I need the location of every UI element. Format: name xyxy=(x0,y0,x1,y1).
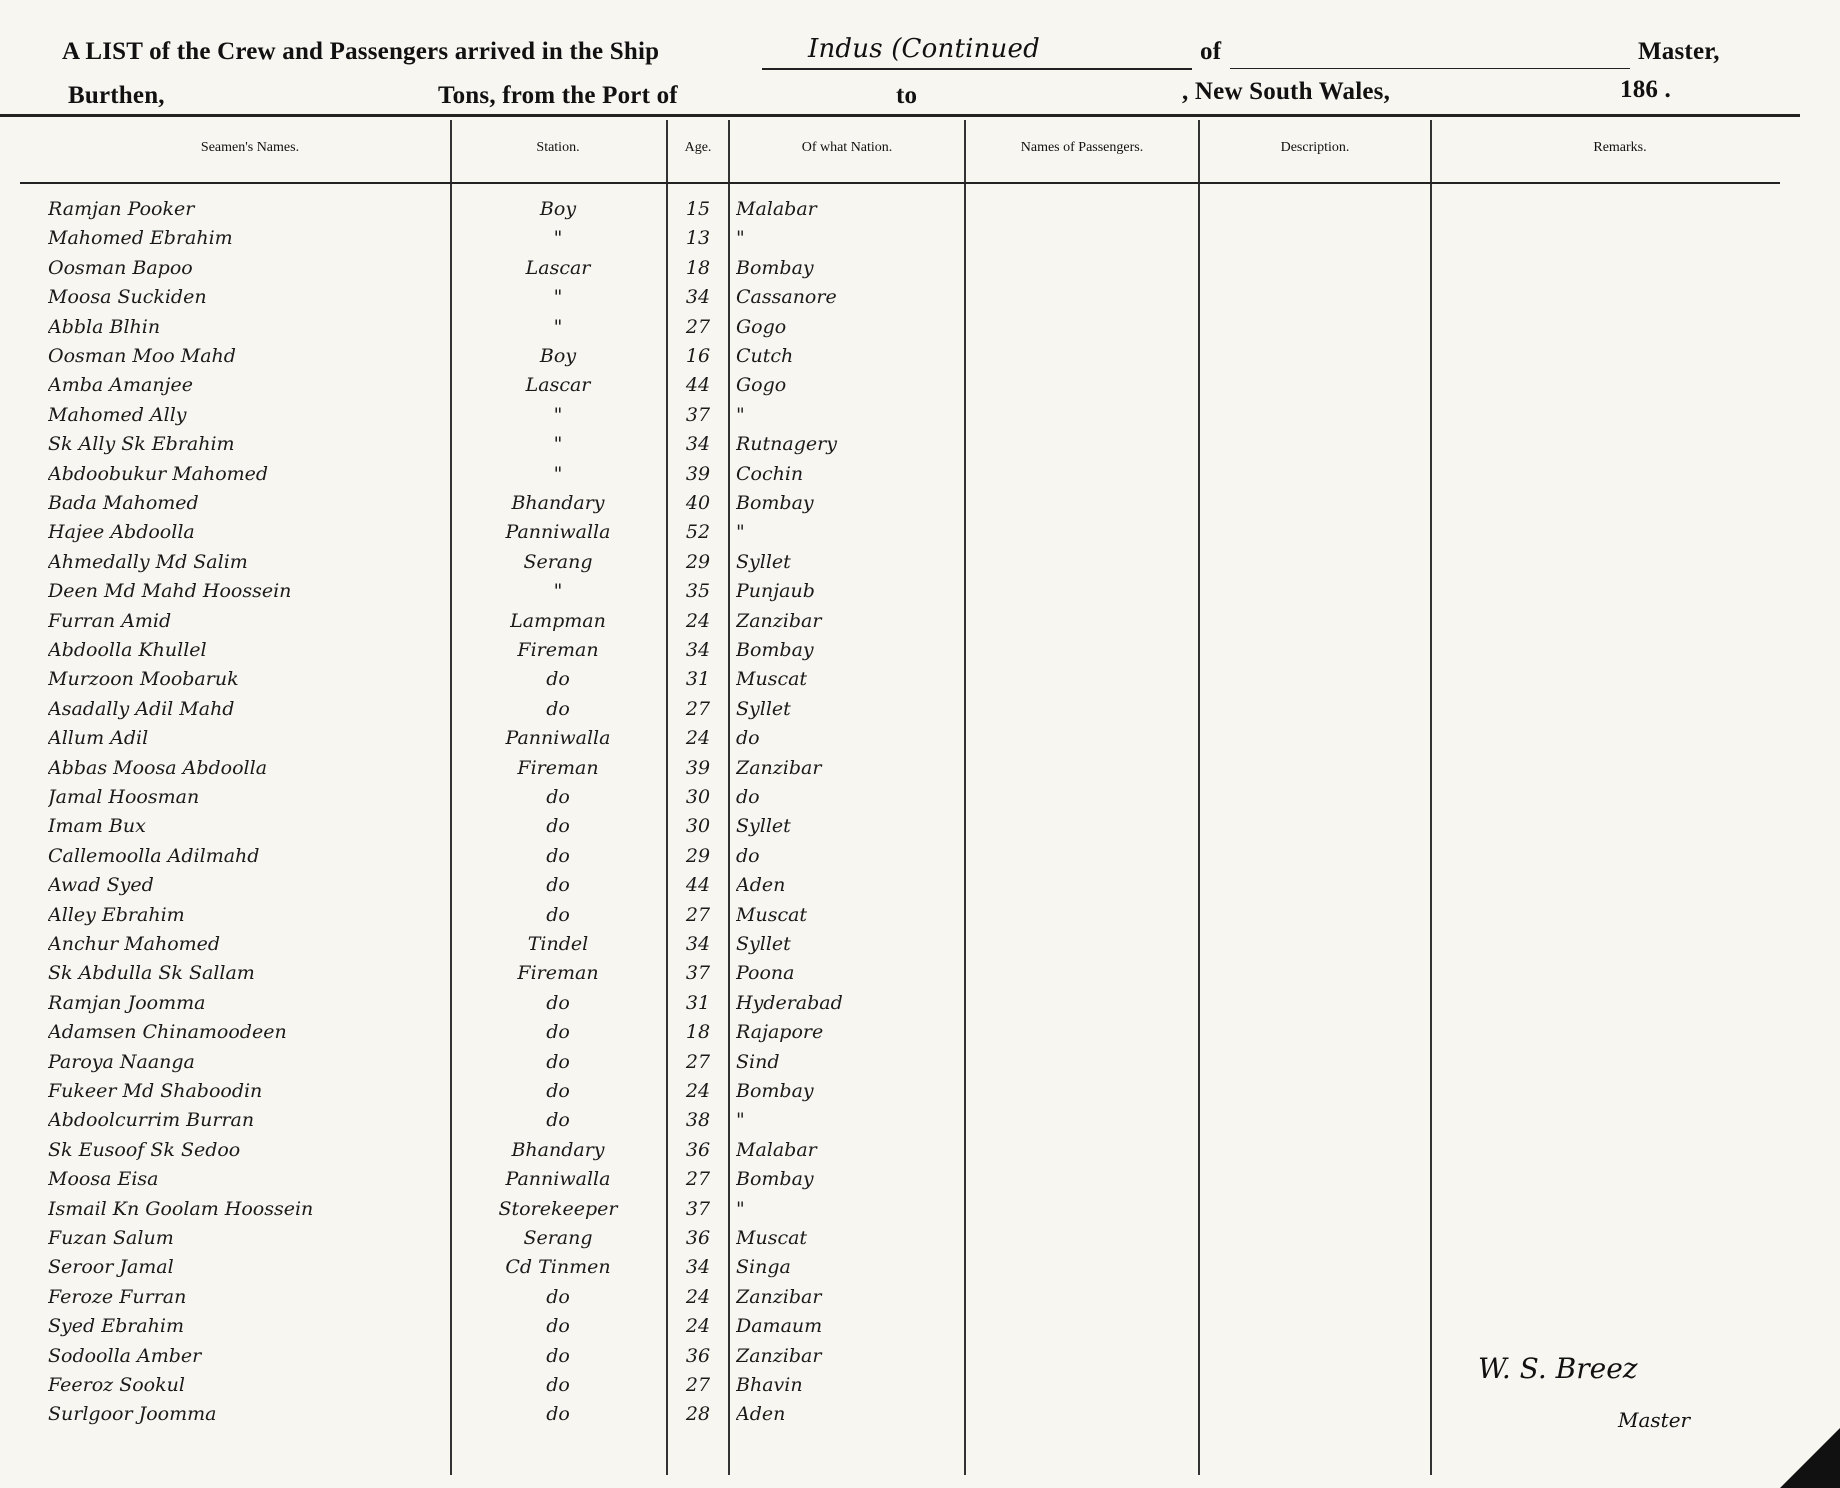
nation-cell: Damaum xyxy=(736,1315,823,1338)
seaman-name: Abdoolla Khullel xyxy=(48,639,207,661)
seaman-name: Ramjan Pooker xyxy=(48,198,195,220)
nation-cell: Aden xyxy=(736,874,786,897)
age-cell: 34 xyxy=(685,1256,711,1279)
nation-cell: Cutch xyxy=(736,345,794,367)
table-row xyxy=(0,345,1840,373)
column-header-nation: Of what Nation. xyxy=(801,140,893,155)
nation-cell: Syllet xyxy=(736,550,791,573)
table-row xyxy=(0,1080,1840,1108)
nation-cell: " xyxy=(736,227,745,250)
seaman-name: Fukeer Md Shaboodin xyxy=(48,1080,263,1102)
station-cell: Tindel xyxy=(527,933,589,955)
station-cell: do xyxy=(546,815,570,838)
station-cell: do xyxy=(546,1315,570,1338)
nation-cell: do xyxy=(736,844,760,867)
table-row xyxy=(0,492,1840,520)
age-cell: 29 xyxy=(685,844,711,867)
table-row xyxy=(0,227,1840,255)
age-cell: 24 xyxy=(685,1315,711,1338)
station-cell: Serang xyxy=(523,550,593,573)
table-row xyxy=(0,962,1840,990)
table-row xyxy=(0,1315,1840,1343)
nation-cell: Zanzibar xyxy=(736,1285,822,1308)
nsw-label: , New South Wales, xyxy=(1182,78,1391,105)
station-cell: Fireman xyxy=(517,639,599,661)
column-header-station: Station. xyxy=(536,140,580,155)
nation-cell: " xyxy=(736,1109,745,1132)
station-cell: do xyxy=(546,786,570,808)
ship-name-underline xyxy=(762,68,1192,70)
station-cell: do xyxy=(546,1021,570,1044)
table-row xyxy=(0,1051,1840,1079)
nation-cell: " xyxy=(736,1197,745,1220)
of-label: of xyxy=(1200,38,1222,65)
nation-cell: Bombay xyxy=(736,492,814,514)
nation-cell: Aden xyxy=(736,1403,786,1426)
age-cell: 34 xyxy=(685,639,711,661)
table-row xyxy=(0,433,1840,461)
seaman-name: Oosman Moo Mahd xyxy=(48,345,236,367)
station-cell: Bhandary xyxy=(511,1138,605,1161)
nation-cell: Cochin xyxy=(736,462,804,485)
station-cell: do xyxy=(546,903,570,926)
nation-cell: Bombay xyxy=(736,256,814,279)
seaman-name: Mahomed Ebrahim xyxy=(48,227,233,250)
station-cell: " xyxy=(553,462,563,485)
station-cell: " xyxy=(553,580,563,603)
column-header-age: Age. xyxy=(684,140,712,155)
seaman-name: Ahmedally Md Salim xyxy=(48,550,248,573)
seaman-name: Allum Adil xyxy=(48,727,149,750)
seaman-name: Anchur Mahomed xyxy=(48,933,221,955)
station-cell: " xyxy=(553,315,563,338)
age-cell: 27 xyxy=(685,1374,711,1396)
seaman-name: Bada Mahomed xyxy=(48,492,199,514)
station-cell: Panniwalla xyxy=(505,1168,611,1191)
nation-cell: Hyderabad xyxy=(736,991,843,1014)
nation-cell: Rutnagery xyxy=(736,433,837,456)
age-cell: 15 xyxy=(685,198,711,220)
nation-cell: Bombay xyxy=(736,1080,814,1102)
table-row xyxy=(0,1198,1840,1226)
table-row xyxy=(0,610,1840,638)
station-cell: do xyxy=(546,1403,570,1426)
table-row xyxy=(0,1403,1840,1431)
table-row xyxy=(0,1021,1840,1049)
seaman-name: Abdoobukur Mahomed xyxy=(48,462,269,485)
age-cell: 39 xyxy=(685,462,711,485)
seaman-name: Seroor Jamal xyxy=(48,1256,174,1279)
table-row xyxy=(0,815,1840,843)
table-row xyxy=(0,286,1840,314)
station-cell: Boy xyxy=(539,345,577,367)
table-row xyxy=(0,257,1840,285)
table-row xyxy=(0,316,1840,344)
age-cell: 44 xyxy=(685,874,711,897)
column-header-passengers: Names of Passengers. xyxy=(1020,140,1144,155)
age-cell: 34 xyxy=(685,433,711,456)
age-cell: 52 xyxy=(685,521,711,544)
table-row xyxy=(0,374,1840,402)
list-title: A LIST of the Crew and Passengers arrived in the Ship xyxy=(62,38,660,65)
station-cell: Panniwalla xyxy=(505,727,611,750)
nation-cell: Muscat xyxy=(736,668,808,691)
seaman-name: Imam Bux xyxy=(48,815,146,838)
nation-cell: Bombay xyxy=(736,639,814,661)
age-cell: 36 xyxy=(685,1138,711,1161)
signature-role: Master xyxy=(1618,1408,1691,1432)
year-label: 186 . xyxy=(1620,76,1671,103)
burthen-label: Burthen, xyxy=(68,82,165,109)
station-cell: do xyxy=(546,1109,570,1132)
seaman-name: Ramjan Joomma xyxy=(48,991,206,1014)
seaman-name: Sk Eusoof Sk Sedoo xyxy=(48,1138,241,1161)
age-cell: 38 xyxy=(685,1109,711,1132)
scan-corner xyxy=(1780,1428,1840,1488)
age-cell: 18 xyxy=(685,256,711,279)
seaman-name: Sk Abdulla Sk Sallam xyxy=(48,962,255,985)
age-cell: 27 xyxy=(685,697,711,720)
column-header-rule xyxy=(20,182,1780,184)
nation-cell: Rajapore xyxy=(736,1021,824,1044)
table-row xyxy=(0,639,1840,667)
nation-cell: Cassanore xyxy=(736,286,837,309)
table-row xyxy=(0,757,1840,785)
station-cell: " xyxy=(553,403,563,426)
station-cell: Panniwalla xyxy=(505,521,611,544)
age-cell: 31 xyxy=(685,991,711,1014)
age-cell: 16 xyxy=(685,345,711,367)
station-cell: do xyxy=(546,668,570,691)
table-row xyxy=(0,668,1840,696)
nation-cell: Bhavin xyxy=(736,1374,803,1396)
age-cell: 37 xyxy=(685,1197,711,1220)
seaman-name: Adamsen Chinamoodeen xyxy=(48,1021,287,1044)
seaman-name: Alley Ebrahim xyxy=(48,903,185,926)
station-cell: Cd Tinmen xyxy=(505,1256,611,1279)
age-cell: 24 xyxy=(685,609,711,632)
station-cell: do xyxy=(546,1285,570,1308)
age-cell: 24 xyxy=(685,727,711,750)
seaman-name: Deen Md Mahd Hoossein xyxy=(48,580,292,603)
age-cell: 34 xyxy=(685,286,711,309)
table-row xyxy=(0,580,1840,608)
seaman-name: Moosa Suckiden xyxy=(48,286,207,309)
seaman-name: Asadally Adil Mahd xyxy=(48,697,235,720)
nation-cell: Singa xyxy=(736,1256,791,1279)
tons-label: Tons, from the Port of xyxy=(438,82,678,109)
seaman-name: Abbas Moosa Abdoolla xyxy=(48,756,268,779)
table-row xyxy=(0,845,1840,873)
seaman-name: Feroze Furran xyxy=(48,1285,187,1308)
nation-cell: Syllet xyxy=(736,933,791,955)
nation-cell: Zanzibar xyxy=(736,609,822,632)
station-cell: do xyxy=(546,1374,570,1396)
station-cell: " xyxy=(553,286,563,309)
age-cell: 34 xyxy=(685,933,711,955)
age-cell: 30 xyxy=(685,786,711,808)
column-header-seamen-names: Seamen's Names. xyxy=(200,140,300,155)
station-cell: Storekeeper xyxy=(498,1197,618,1220)
seaman-name: Murzoon Moobaruk xyxy=(48,668,239,691)
seaman-name: Ismail Kn Goolam Hoossein xyxy=(48,1197,314,1220)
age-cell: 27 xyxy=(685,1168,711,1191)
table-row xyxy=(0,198,1840,226)
age-cell: 44 xyxy=(685,374,711,397)
age-cell: 27 xyxy=(685,1050,711,1073)
table-row xyxy=(0,874,1840,902)
table-row xyxy=(0,1168,1840,1196)
age-cell: 31 xyxy=(685,668,711,691)
seaman-name: Paroya Naanga xyxy=(48,1050,195,1073)
seaman-name: Amba Amanjee xyxy=(48,374,193,397)
age-cell: 24 xyxy=(685,1080,711,1102)
seaman-name: Awad Syed xyxy=(48,874,154,897)
nation-cell: Zanzibar xyxy=(736,1344,822,1367)
table-row xyxy=(0,727,1840,755)
seaman-name: Syed Ebrahim xyxy=(48,1315,184,1338)
nation-cell: Zanzibar xyxy=(736,756,822,779)
station-cell: do xyxy=(546,1344,570,1367)
nation-cell: Sind xyxy=(736,1050,780,1073)
seaman-name: Sk Ally Sk Ebrahim xyxy=(48,433,235,456)
station-cell: do xyxy=(546,1080,570,1102)
age-cell: 18 xyxy=(685,1021,711,1044)
seaman-name: Surlgoor Joomma xyxy=(48,1403,217,1426)
ship-name: Indus (Continued xyxy=(808,34,1040,64)
station-cell: Lascar xyxy=(525,374,591,397)
age-cell: 28 xyxy=(685,1403,711,1426)
table-row xyxy=(0,698,1840,726)
header-rule xyxy=(0,114,1800,117)
nation-cell: Bombay xyxy=(736,1168,814,1191)
station-cell: Lascar xyxy=(525,256,591,279)
seaman-name: Moosa Eisa xyxy=(48,1168,159,1191)
table-row xyxy=(0,1227,1840,1255)
table-row xyxy=(0,786,1840,814)
age-cell: 29 xyxy=(685,550,711,573)
nation-cell: " xyxy=(736,403,745,426)
nation-cell: Punjaub xyxy=(736,580,815,603)
nation-cell: Poona xyxy=(736,962,795,985)
table-row xyxy=(0,551,1840,579)
nation-cell: Muscat xyxy=(736,903,808,926)
age-cell: 24 xyxy=(685,1285,711,1308)
station-cell: Lampman xyxy=(510,609,606,632)
seaman-name: Oosman Bapoo xyxy=(48,256,193,279)
age-cell: 27 xyxy=(685,315,711,338)
seaman-name: Mahomed Ally xyxy=(48,403,187,426)
station-cell: " xyxy=(553,227,563,250)
master-underline xyxy=(1230,68,1630,69)
table-row xyxy=(0,404,1840,432)
to-label: to xyxy=(896,82,918,109)
table-row xyxy=(0,463,1840,491)
age-cell: 37 xyxy=(685,962,711,985)
table-row xyxy=(0,992,1840,1020)
nation-cell: Gogo xyxy=(736,315,787,338)
age-cell: 35 xyxy=(685,580,711,603)
station-cell: do xyxy=(546,874,570,897)
station-cell: Fireman xyxy=(517,962,599,985)
table-row xyxy=(0,1286,1840,1314)
station-cell: Serang xyxy=(523,1227,593,1249)
station-cell: Fireman xyxy=(517,756,599,779)
nation-cell: Gogo xyxy=(736,374,787,397)
seaman-name: Sodoolla Amber xyxy=(48,1344,202,1367)
table-row xyxy=(0,1109,1840,1137)
age-cell: 13 xyxy=(685,227,711,250)
seaman-name: Fuzan Salum xyxy=(48,1227,174,1249)
age-cell: 30 xyxy=(685,815,711,838)
column-header-remarks: Remarks. xyxy=(1593,140,1647,155)
table-row xyxy=(0,933,1840,961)
nation-cell: do xyxy=(736,786,760,808)
table-row xyxy=(0,1256,1840,1284)
nation-cell: Syllet xyxy=(736,697,791,720)
nation-cell: Syllet xyxy=(736,815,791,838)
seaman-name: Furran Amid xyxy=(48,609,172,632)
seaman-name: Abbla Blhin xyxy=(48,315,161,338)
station-cell: do xyxy=(546,844,570,867)
master-label: Master, xyxy=(1638,38,1720,65)
nation-cell: " xyxy=(736,521,745,544)
age-cell: 40 xyxy=(685,492,711,514)
table-row xyxy=(0,904,1840,932)
nation-cell: do xyxy=(736,727,760,750)
age-cell: 37 xyxy=(685,403,711,426)
table-row xyxy=(0,1139,1840,1167)
age-cell: 36 xyxy=(685,1227,711,1249)
age-cell: 27 xyxy=(685,903,711,926)
nation-cell: Muscat xyxy=(736,1227,808,1249)
seaman-name: Callemoolla Adilmahd xyxy=(48,844,260,867)
column-header-description: Description. xyxy=(1280,140,1350,155)
table-row xyxy=(0,521,1840,549)
station-cell: Bhandary xyxy=(511,492,605,514)
seaman-name: Jamal Hoosman xyxy=(48,786,200,808)
age-cell: 39 xyxy=(685,756,711,779)
seaman-name: Abdoolcurrim Burran xyxy=(48,1109,255,1132)
nation-cell: Malabar xyxy=(736,198,817,220)
station-cell: do xyxy=(546,1050,570,1073)
master-signature: W. S. Breez xyxy=(1478,1352,1638,1385)
station-cell: Boy xyxy=(539,198,577,220)
station-cell: do xyxy=(546,697,570,720)
nation-cell: Malabar xyxy=(736,1138,817,1161)
seaman-name: Feeroz Sookul xyxy=(48,1374,185,1396)
seaman-name: Hajee Abdoolla xyxy=(48,521,195,544)
station-cell: do xyxy=(546,991,570,1014)
age-cell: 36 xyxy=(685,1344,711,1367)
station-cell: " xyxy=(553,433,563,456)
